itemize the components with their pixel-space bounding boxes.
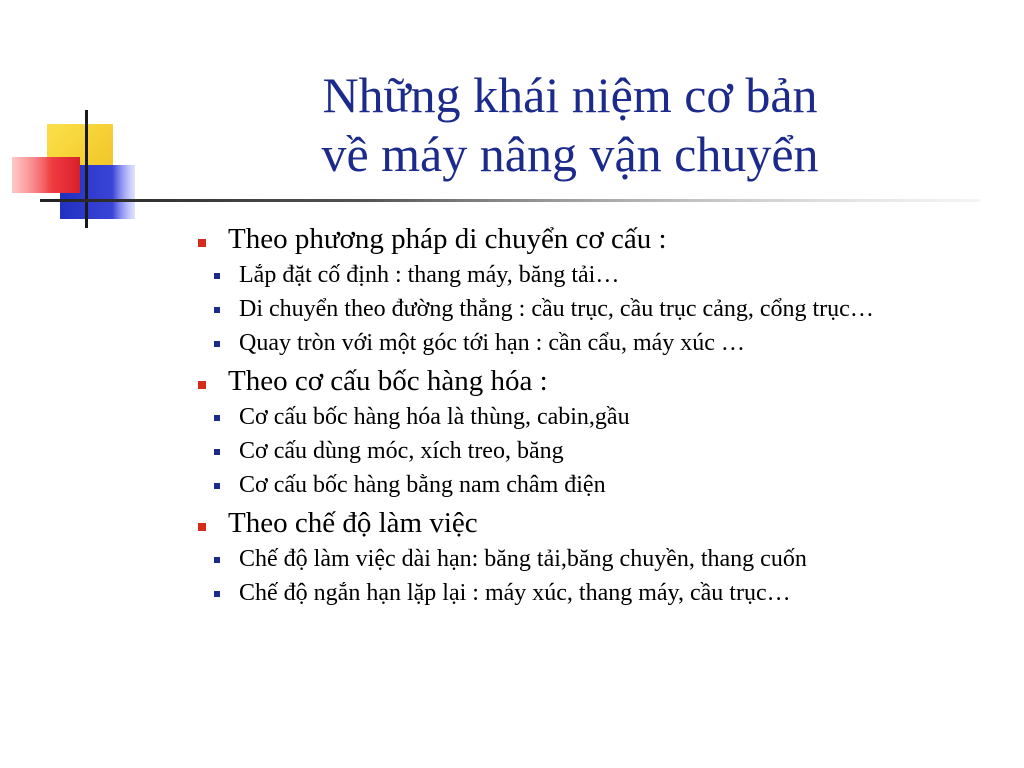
sub-list-item-text: Lắp đặt cố định : thang máy, băng tải… [239, 262, 620, 288]
list-item [196, 222, 976, 256]
sub-list-item-text: Chế độ ngắn hạn lặp lại : máy xúc, thang máy, cầu trục… [239, 580, 791, 606]
sub-list-item [164, 262, 929, 288]
list-item-text: Theo phương pháp di chuyển cơ cấu : [228, 223, 667, 255]
sub-list-item [164, 546, 929, 572]
sub-list-item [164, 472, 929, 498]
list-item [196, 506, 976, 540]
sub-list-item-text: Quay tròn với một góc tới hạn : cần cẩu, máy xúc … [239, 330, 745, 356]
square-bullet-icon [214, 591, 220, 597]
square-bullet-icon [214, 415, 220, 421]
sub-list [164, 262, 976, 356]
list-item [196, 364, 976, 398]
title-line-1: Những khái niệm cơ bản [322, 67, 818, 123]
sub-list-item [164, 404, 929, 430]
square-bullet-icon [214, 273, 220, 279]
title-line-2: về máy nâng vận chuyển [321, 126, 819, 182]
sub-list-item-text: Cơ cấu dùng móc, xích treo, băng [239, 438, 564, 464]
sub-list-item-text: Chế độ làm việc dài hạn: băng tải,băng chuyền, thang cuốn [239, 546, 807, 572]
sub-list-item [164, 296, 929, 322]
sub-list [164, 404, 976, 498]
square-bullet-icon [198, 381, 206, 389]
square-bullet-icon [214, 483, 220, 489]
square-bullet-icon [214, 341, 220, 347]
square-bullet-icon [214, 307, 220, 313]
sub-list-item [164, 438, 929, 464]
sub-list-item [164, 330, 929, 356]
square-bullet-icon [214, 449, 220, 455]
deco-red-block [12, 157, 80, 193]
sub-list-item-text: Cơ cấu bốc hàng hóa là thùng, cabin,gầu [239, 404, 630, 430]
slide-title [230, 66, 910, 184]
square-bullet-icon [198, 239, 206, 247]
sub-list-item [164, 580, 929, 606]
bullet-list [196, 222, 976, 614]
list-item-text: Theo chế độ làm việc [228, 507, 478, 539]
square-bullet-icon [214, 557, 220, 563]
sub-list-item-text: Di chuyển theo đường thẳng : cầu trục, cầu trục cảng, cổng trục… [239, 296, 874, 322]
deco-vertical-line [85, 110, 88, 228]
sub-list-item-text: Cơ cấu bốc hàng bằng nam châm điện [239, 472, 606, 498]
square-bullet-icon [198, 523, 206, 531]
sub-list [164, 546, 976, 606]
list-item-text: Theo cơ cấu bốc hàng hóa : [228, 365, 548, 397]
deco-horizontal-line [40, 199, 980, 202]
